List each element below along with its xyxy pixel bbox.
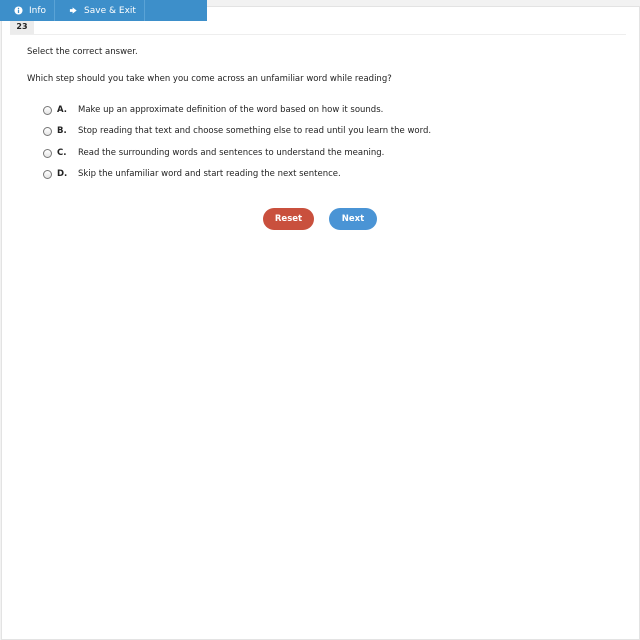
option-text: Read the surrounding words and sentences to understand the meaning. bbox=[78, 148, 385, 158]
option-d[interactable] bbox=[43, 169, 341, 179]
info-label: Info bbox=[29, 5, 47, 16]
reset-button[interactable]: Reset bbox=[263, 208, 314, 230]
radio-button[interactable] bbox=[43, 170, 52, 179]
option-b[interactable] bbox=[43, 126, 431, 136]
top-toolbar bbox=[0, 0, 207, 21]
option-text: Skip the unfamiliar word and start reading the next sentence. bbox=[78, 169, 341, 179]
save-exit-label: Save & Exit bbox=[84, 5, 136, 16]
option-text: Make up an approximate definition of the word based on how it sounds. bbox=[78, 105, 384, 115]
option-letter: D. bbox=[57, 169, 68, 179]
option-letter: A. bbox=[57, 105, 67, 115]
sign-out-icon bbox=[69, 6, 78, 15]
question-number: 23 bbox=[10, 18, 34, 34]
next-button[interactable]: Next bbox=[329, 208, 377, 230]
option-c[interactable] bbox=[43, 148, 384, 158]
question-prompt: Which step should you take when you come across an unfamiliar word while reading? bbox=[27, 74, 392, 84]
option-letter: C. bbox=[57, 148, 67, 158]
radio-button[interactable] bbox=[43, 106, 52, 115]
save-exit-button[interactable] bbox=[55, 0, 145, 21]
option-text: Stop reading that text and choose something else to read until you learn the word. bbox=[78, 126, 432, 136]
radio-button[interactable] bbox=[43, 149, 52, 158]
radio-button[interactable] bbox=[43, 127, 52, 136]
instruction-text: Select the correct answer. bbox=[27, 47, 138, 57]
question-panel bbox=[1, 6, 640, 640]
option-letter: B. bbox=[57, 126, 67, 136]
info-icon bbox=[14, 6, 23, 15]
option-a[interactable] bbox=[43, 105, 383, 115]
info-button[interactable] bbox=[0, 0, 55, 21]
